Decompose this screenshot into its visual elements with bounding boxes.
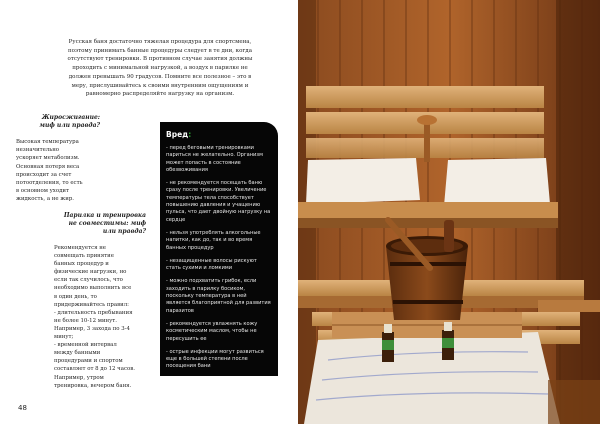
text-line: физические нагрузки, но bbox=[54, 269, 127, 276]
question-line: миф или правда? bbox=[39, 122, 100, 129]
text-line: процедурами и спортом bbox=[54, 358, 123, 365]
text-line: Основная потеря веса bbox=[16, 163, 80, 170]
wooden-bucket bbox=[386, 246, 468, 320]
text-line: - временной интервал bbox=[54, 342, 117, 349]
intro-line: Русская баня достаточно тяжелая процедура для спортсмена, bbox=[68, 39, 252, 45]
text-line: - длительность пребывания bbox=[54, 309, 133, 316]
text-line: совмещать принятие bbox=[54, 253, 114, 260]
intro-line: меру, прислушивайтесь к своими внутренним ощущениям и bbox=[71, 82, 249, 89]
harm-item: - острые инфекции могут развиться еще в большей степени после посещения бани bbox=[166, 348, 264, 370]
towel bbox=[444, 158, 550, 206]
text-line: тренировка, вечером баня. bbox=[54, 382, 132, 389]
page-number: 48 bbox=[18, 404, 27, 412]
text-line: Например, 3 захода по 3-4 bbox=[54, 325, 130, 332]
text-line: придерживайтесь правил: bbox=[54, 301, 129, 308]
backrest-plank bbox=[456, 86, 544, 108]
text-line: Высокая температура bbox=[16, 139, 79, 145]
text-line: потоотделения, то есть bbox=[16, 180, 83, 187]
text-line: составляет от 8 до 12 часов. bbox=[54, 366, 135, 373]
intro-paragraph bbox=[46, 38, 274, 99]
towel bbox=[306, 158, 420, 204]
text-line: Рекомендуется не bbox=[54, 245, 106, 251]
harm-title-text: Вред bbox=[166, 130, 189, 139]
fat-burning-text bbox=[16, 138, 100, 204]
harm-item: - рекомендуется увлажнять кожу косметическим маслом, чтобы не пересушить ее bbox=[166, 320, 258, 342]
text-line: жидкость, а не жир. bbox=[16, 196, 74, 203]
text-line: Например, утром bbox=[54, 374, 104, 381]
text-line: в один день, то bbox=[54, 293, 97, 300]
steam-training-text bbox=[54, 244, 146, 390]
harm-info-box bbox=[160, 122, 278, 376]
question-line: Парилка и тренировка bbox=[63, 212, 146, 219]
fat-burning-question bbox=[16, 114, 100, 130]
harm-item: - перед беговыми тренировками париться не желательно. Организм может попасть в состояние обезвоживания bbox=[166, 145, 263, 173]
intro-line: должен превышать 90 градусов. Помните все полезное – это в bbox=[68, 73, 252, 80]
harm-title-colon: : bbox=[188, 130, 192, 139]
text-line: ускоряет метаболизм. bbox=[16, 155, 80, 162]
text-line: банных процедур и bbox=[54, 261, 109, 268]
harm-item: - незащищенные волосы рискуют стать сухими и ломкими bbox=[166, 257, 257, 272]
intro-line: отсутствуют тренировки. В противном случае занятия должны bbox=[67, 56, 253, 63]
text-line: если так случилось, что bbox=[54, 277, 123, 284]
text-line: в основном уходит bbox=[16, 188, 69, 195]
intro-line: проходить с минимальной нагрузкой, а воздух в парилке не bbox=[72, 65, 248, 72]
text-line: происходит за счет bbox=[16, 171, 72, 178]
backrest-plank bbox=[456, 112, 544, 134]
harm-item: - не рекомендуется посещать баню сразу после тренировки. Увеличение температуры тела способствует повышению давления и учащению пульса, что дает двойную нагрузку на сердце bbox=[166, 180, 271, 223]
text-line: незначительно bbox=[16, 147, 60, 154]
text-line: не более 10-12 минут. bbox=[54, 317, 118, 324]
question-line: не совместимы: миф bbox=[68, 220, 146, 227]
question-line: Жиросжигание: bbox=[41, 114, 100, 121]
text-line: минут; bbox=[54, 334, 74, 341]
fat-burning-section bbox=[16, 114, 100, 204]
sauna-photo bbox=[298, 0, 600, 424]
sauna-illustration bbox=[298, 0, 600, 424]
question-line: или правда? bbox=[102, 228, 146, 235]
harm-item: - можно подхватить грибок, если заходить в парилку босиком, поскольку температура в ней является благоприятной для развития паразитов bbox=[166, 278, 271, 314]
backrest-plank bbox=[306, 86, 456, 108]
steam-training-question bbox=[54, 212, 146, 236]
harm-title bbox=[166, 130, 272, 139]
intro-line: равномерно распределяйте нагрузку на организм. bbox=[85, 91, 235, 98]
intro-line: поэтому принимать банные процедуры следует в те дни, когда bbox=[68, 47, 252, 54]
harm-list bbox=[166, 145, 272, 371]
steam-training-section bbox=[54, 212, 146, 390]
text-line: необходимо выполнить все bbox=[54, 285, 132, 292]
harm-item: - нельзя употреблять алкогольные напитки, как до, так и во время банных процедур bbox=[166, 229, 261, 251]
text-line: между банными bbox=[54, 350, 101, 357]
